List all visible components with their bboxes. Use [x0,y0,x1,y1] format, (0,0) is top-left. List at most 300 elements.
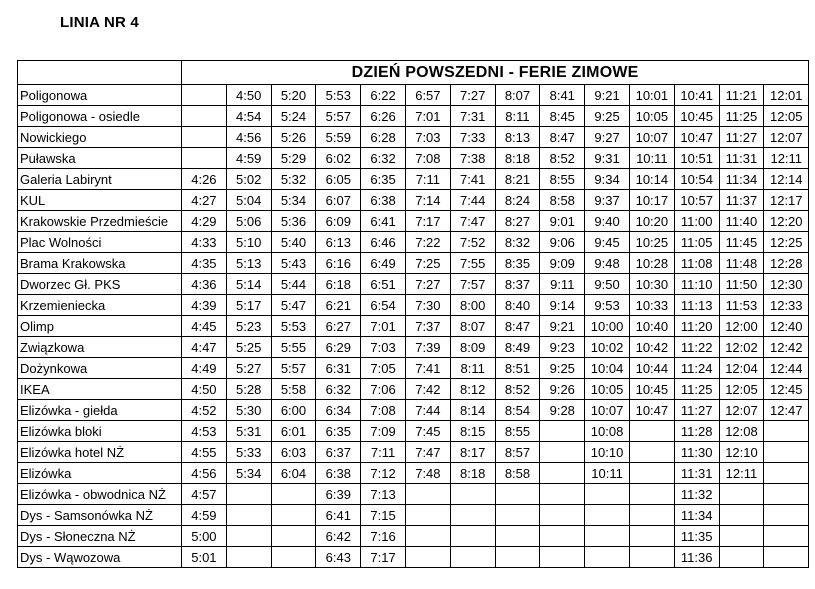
departure-time: 12:10 [719,442,764,463]
departure-time: 6:16 [316,253,361,274]
departure-time [719,505,764,526]
departure-time: 7:16 [361,526,406,547]
table-row [18,127,809,148]
departure-time: 10:11 [629,148,674,169]
departure-time: 10:25 [629,232,674,253]
stop-name: Olimp [18,316,182,337]
departure-time: 7:01 [361,316,406,337]
departure-time: 11:22 [674,337,719,358]
departure-time: 7:22 [405,232,450,253]
departure-time: 7:31 [450,106,495,127]
departure-time: 9:11 [540,274,585,295]
departure-time: 11:31 [674,463,719,484]
departure-time: 5:53 [271,316,316,337]
departure-time: 7:45 [405,421,450,442]
departure-time: 8:07 [450,316,495,337]
stop-name: Elizówka - giełda [18,400,182,421]
departure-time: 4:55 [182,442,227,463]
departure-time: 8:41 [540,85,585,106]
departure-time: 5:25 [226,337,271,358]
departure-time: 7:38 [450,148,495,169]
departure-time: 7:44 [405,400,450,421]
stop-name: Dys - Samsonówka NŻ [18,505,182,526]
departure-time: 10:47 [674,127,719,148]
departure-time: 8:14 [450,400,495,421]
departure-time [450,484,495,505]
departure-time: 4:36 [182,274,227,295]
header-corner-cell [18,61,182,85]
departure-time: 11:25 [719,106,764,127]
departure-time: 11:27 [719,127,764,148]
departure-time: 11:48 [719,253,764,274]
departure-time: 11:24 [674,358,719,379]
departure-time: 5:44 [271,274,316,295]
table-row [18,379,809,400]
departure-time: 8:57 [495,442,540,463]
departure-time [540,526,585,547]
table-row [18,295,809,316]
departure-time: 5:26 [271,127,316,148]
departure-time [764,505,809,526]
departure-time: 11:21 [719,85,764,106]
departure-time: 11:53 [719,295,764,316]
departure-time: 11:34 [719,169,764,190]
departure-time: 6:43 [316,547,361,568]
departure-time: 11:36 [674,547,719,568]
departure-time: 10:45 [674,106,719,127]
departure-time: 12:01 [764,85,809,106]
departure-time: 4:54 [226,106,271,127]
departure-time: 6:34 [316,400,361,421]
departure-time: 8:47 [540,127,585,148]
stop-name: Krakowskie Przedmieście [18,211,182,232]
departure-time: 11:34 [674,505,719,526]
departure-time: 6:39 [316,484,361,505]
departure-time: 12:07 [719,400,764,421]
table-row [18,484,809,505]
departure-time [540,505,585,526]
departure-time: 4:49 [182,358,227,379]
departure-time: 5:14 [226,274,271,295]
stop-name: Elizówka [18,463,182,484]
departure-time: 10:00 [585,316,630,337]
departure-time [540,442,585,463]
departure-time: 6:03 [271,442,316,463]
departure-time: 12:04 [719,358,764,379]
header-row [18,61,809,85]
departure-time: 12:08 [719,421,764,442]
stop-name: Elizówka - obwodnica NŻ [18,484,182,505]
departure-time: 10:01 [629,85,674,106]
schedule-header: DZIEŃ POWSZEDNI - FERIE ZIMOWE [182,61,809,85]
departure-time: 10:05 [585,379,630,400]
departure-time: 11:20 [674,316,719,337]
departure-time: 7:37 [405,316,450,337]
departure-time [629,463,674,484]
departure-time: 10:41 [674,85,719,106]
departure-time: 8:12 [450,379,495,400]
departure-time [764,484,809,505]
departure-time: 12:05 [719,379,764,400]
departure-time: 12:07 [764,127,809,148]
departure-time: 4:50 [226,85,271,106]
departure-time: 5:23 [226,316,271,337]
departure-time [405,484,450,505]
departure-time: 7:30 [405,295,450,316]
departure-time: 5:32 [271,169,316,190]
departure-time: 10:04 [585,358,630,379]
departure-time [629,442,674,463]
departure-time: 5:47 [271,295,316,316]
departure-time: 10:10 [585,442,630,463]
departure-time: 8:55 [495,421,540,442]
departure-time: 10:17 [629,190,674,211]
departure-time: 5:40 [271,232,316,253]
departure-time [450,526,495,547]
departure-time: 9:34 [585,169,630,190]
stop-name: Elizówka bloki [18,421,182,442]
departure-time: 6:32 [361,148,406,169]
departure-time: 12:33 [764,295,809,316]
stop-name: Dożynkowa [18,358,182,379]
departure-time: 6:01 [271,421,316,442]
table-row [18,358,809,379]
departure-time: 12:02 [719,337,764,358]
departure-time: 8:18 [495,148,540,169]
stop-name: Brama Krakowska [18,253,182,274]
departure-time: 12:17 [764,190,809,211]
departure-time: 5:06 [226,211,271,232]
departure-time: 4:56 [182,463,227,484]
departure-time: 8:11 [495,106,540,127]
departure-time: 6:22 [361,85,406,106]
stop-name: Plac Wolności [18,232,182,253]
departure-time: 7:48 [405,463,450,484]
departure-time: 8:54 [495,400,540,421]
table-row [18,169,809,190]
departure-time [585,547,630,568]
departure-time: 9:31 [585,148,630,169]
table-row [18,463,809,484]
departure-time: 8:32 [495,232,540,253]
departure-time: 8:13 [495,127,540,148]
departure-time: 7:41 [450,169,495,190]
departure-time: 7:27 [405,274,450,295]
timetable-body [18,85,809,568]
departure-time [271,505,316,526]
departure-time: 8:52 [495,379,540,400]
stop-name: Poligonowa - osiedle [18,106,182,127]
departure-time: 12:11 [719,463,764,484]
departure-time: 6:26 [361,106,406,127]
departure-time: 6:18 [316,274,361,295]
stop-name: Związkowa [18,337,182,358]
departure-time: 7:44 [450,190,495,211]
departure-time: 5:17 [226,295,271,316]
departure-time: 7:42 [405,379,450,400]
departure-time: 9:50 [585,274,630,295]
departure-time [764,526,809,547]
stop-name: Poligonowa [18,85,182,106]
departure-time: 11:00 [674,211,719,232]
departure-time: 5:33 [226,442,271,463]
departure-time: 6:02 [316,148,361,169]
table-row [18,232,809,253]
departure-time: 12:00 [719,316,764,337]
departure-time: 6:09 [316,211,361,232]
stop-name: Nowickiego [18,127,182,148]
stop-name: KUL [18,190,182,211]
departure-time: 12:42 [764,337,809,358]
departure-time: 8:35 [495,253,540,274]
departure-time: 9:25 [540,358,585,379]
table-row [18,505,809,526]
departure-time: 11:40 [719,211,764,232]
departure-time [629,547,674,568]
table-row [18,337,809,358]
departure-time: 10:47 [629,400,674,421]
departure-time: 6:38 [316,463,361,484]
departure-time: 4:45 [182,316,227,337]
departure-time: 5:55 [271,337,316,358]
departure-time: 8:58 [540,190,585,211]
departure-time: 8:55 [540,169,585,190]
departure-time: 6:57 [405,85,450,106]
departure-time: 4:27 [182,190,227,211]
departure-time: 12:40 [764,316,809,337]
departure-time: 10:05 [629,106,674,127]
departure-time [585,505,630,526]
departure-time [629,421,674,442]
departure-time: 11:08 [674,253,719,274]
table-row [18,253,809,274]
departure-time [540,421,585,442]
line-title: LINIA NR 4 [60,14,139,31]
departure-time: 8:27 [495,211,540,232]
stop-name: Krzemieniecka [18,295,182,316]
departure-time: 7:17 [405,211,450,232]
departure-time: 6:35 [361,169,406,190]
departure-time: 7:13 [361,484,406,505]
departure-time [450,547,495,568]
departure-time: 11:13 [674,295,719,316]
departure-time: 8:40 [495,295,540,316]
departure-time: 7:15 [361,505,406,526]
departure-time: 6:35 [316,421,361,442]
departure-time: 7:41 [405,358,450,379]
departure-time: 10:30 [629,274,674,295]
departure-time: 6:41 [361,211,406,232]
departure-time [719,526,764,547]
departure-time: 5:31 [226,421,271,442]
departure-time: 7:11 [405,169,450,190]
departure-time: 11:05 [674,232,719,253]
departure-time: 5:27 [226,358,271,379]
departure-time: 5:29 [271,148,316,169]
table-row [18,547,809,568]
departure-time: 10:51 [674,148,719,169]
departure-time: 12:20 [764,211,809,232]
departure-time: 9:40 [585,211,630,232]
departure-time: 9:26 [540,379,585,400]
departure-time: 4:29 [182,211,227,232]
departure-time: 9:01 [540,211,585,232]
departure-time: 9:37 [585,190,630,211]
departure-time: 7:55 [450,253,495,274]
departure-time: 9:27 [585,127,630,148]
departure-time: 6:04 [271,463,316,484]
departure-time: 8:11 [450,358,495,379]
departure-time: 8:47 [495,316,540,337]
departure-time: 6:13 [316,232,361,253]
departure-time [450,505,495,526]
departure-time: 6:31 [316,358,361,379]
departure-time: 7:25 [405,253,450,274]
departure-time: 8:09 [450,337,495,358]
departure-time: 8:00 [450,295,495,316]
departure-time: 9:06 [540,232,585,253]
table-row [18,526,809,547]
departure-time: 4:33 [182,232,227,253]
departure-time [405,505,450,526]
departure-time [182,148,227,169]
departure-time: 7:27 [450,85,495,106]
departure-time [495,505,540,526]
departure-time: 9:53 [585,295,630,316]
departure-time: 10:07 [629,127,674,148]
table-row [18,148,809,169]
departure-time: 10:45 [629,379,674,400]
departure-time: 10:40 [629,316,674,337]
departure-time [629,526,674,547]
stop-name: Puławska [18,148,182,169]
departure-time: 11:50 [719,274,764,295]
departure-time: 8:21 [495,169,540,190]
departure-time: 7:47 [405,442,450,463]
departure-time: 7:11 [361,442,406,463]
departure-time: 6:32 [316,379,361,400]
departure-time: 10:44 [629,358,674,379]
departure-time: 7:57 [450,274,495,295]
departure-time: 7:17 [361,547,406,568]
departure-time: 10:02 [585,337,630,358]
departure-time: 5:30 [226,400,271,421]
departure-time: 11:27 [674,400,719,421]
departure-time: 7:03 [361,337,406,358]
table-row [18,211,809,232]
departure-time: 11:35 [674,526,719,547]
departure-time [271,484,316,505]
departure-time [271,547,316,568]
departure-time: 9:48 [585,253,630,274]
departure-time: 7:01 [405,106,450,127]
departure-time: 9:28 [540,400,585,421]
departure-time: 12:28 [764,253,809,274]
departure-time: 10:14 [629,169,674,190]
departure-time: 9:23 [540,337,585,358]
departure-time: 7:52 [450,232,495,253]
departure-time: 10:07 [585,400,630,421]
departure-time: 4:39 [182,295,227,316]
departure-time: 11:28 [674,421,719,442]
departure-time: 5:36 [271,211,316,232]
departure-time: 5:01 [182,547,227,568]
departure-time: 8:15 [450,421,495,442]
departure-time: 8:52 [540,148,585,169]
departure-time [585,484,630,505]
stop-name: Dys - Słoneczna NŻ [18,526,182,547]
departure-time: 5:53 [316,85,361,106]
departure-time: 7:14 [405,190,450,211]
stop-name: Galeria Labirynt [18,169,182,190]
departure-time [764,547,809,568]
departure-time: 6:00 [271,400,316,421]
departure-time: 4:57 [182,484,227,505]
departure-time: 7:05 [361,358,406,379]
departure-time [764,442,809,463]
departure-time: 5:20 [271,85,316,106]
departure-time [405,526,450,547]
departure-time: 8:45 [540,106,585,127]
departure-time: 7:33 [450,127,495,148]
departure-time: 11:25 [674,379,719,400]
departure-time [495,547,540,568]
departure-time: 4:35 [182,253,227,274]
departure-time: 10:54 [674,169,719,190]
departure-time: 9:45 [585,232,630,253]
departure-time: 9:09 [540,253,585,274]
departure-time: 6:37 [316,442,361,463]
departure-time: 12:30 [764,274,809,295]
departure-time: 12:11 [764,148,809,169]
departure-time: 6:21 [316,295,361,316]
departure-time: 7:03 [405,127,450,148]
departure-time [540,463,585,484]
departure-time: 6:42 [316,526,361,547]
departure-time: 10:33 [629,295,674,316]
departure-time: 10:08 [585,421,630,442]
table-row [18,274,809,295]
stop-name: IKEA [18,379,182,400]
departure-time: 4:53 [182,421,227,442]
departure-time: 5:59 [316,127,361,148]
departure-time: 4:50 [182,379,227,400]
departure-time [226,505,271,526]
departure-time [764,463,809,484]
departure-time: 9:21 [540,316,585,337]
departure-time: 6:28 [361,127,406,148]
departure-time: 6:51 [361,274,406,295]
departure-time [764,421,809,442]
departure-time: 5:34 [271,190,316,211]
departure-time: 5:04 [226,190,271,211]
departure-time: 8:18 [450,463,495,484]
departure-time [540,547,585,568]
departure-time: 7:12 [361,463,406,484]
departure-time: 6:07 [316,190,361,211]
table-row [18,106,809,127]
departure-time: 7:06 [361,379,406,400]
departure-time: 8:51 [495,358,540,379]
stop-name: Dys - Wąwozowa [18,547,182,568]
departure-time: 8:17 [450,442,495,463]
departure-time: 11:32 [674,484,719,505]
table-row [18,421,809,442]
departure-time: 8:07 [495,85,540,106]
table-row [18,190,809,211]
departure-time: 10:57 [674,190,719,211]
departure-time [540,484,585,505]
